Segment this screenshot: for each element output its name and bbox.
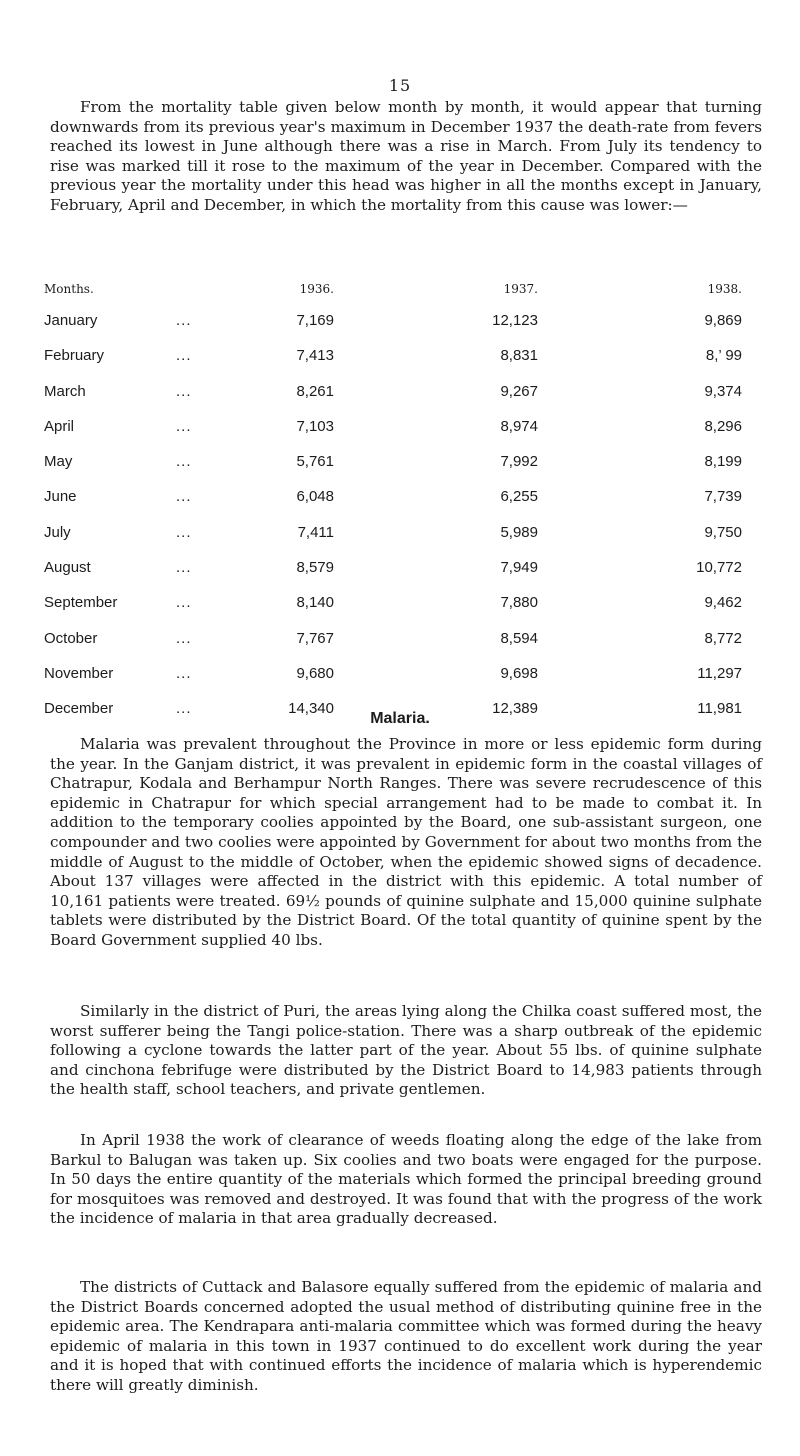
month-cell: June <box>44 488 77 506</box>
value-1938-cell: 7,739 <box>704 488 742 506</box>
malaria-paragraph-3: In April 1938 the work of clearance of weeds floating along the edge of the lake from Barkul to Balugan was taken up. Six coolies and two boats were engaged for the purpose. In 50 days the entire quantity of the materials which formed the principal breeding ground for mosquitoes was removed and destroyed. It was found that with the progress of the work the incidence of malaria in that area gradually decreased. <box>50 1131 762 1228</box>
value-1937-cell: 12,389 <box>492 700 538 718</box>
value-1936-cell: 6,048 <box>296 488 334 506</box>
table-row <box>44 312 760 347</box>
month-cell: September <box>44 594 118 612</box>
value-1936-cell: 7,411 <box>297 523 334 541</box>
leader-dots: ... <box>176 700 192 718</box>
value-1938-cell: 9,462 <box>704 594 742 612</box>
month-cell: October <box>44 629 98 647</box>
leader-dots: ... <box>176 453 192 471</box>
mortality-table <box>44 282 760 736</box>
value-1937-cell: 8,594 <box>500 629 538 647</box>
value-1936-cell: 7,103 <box>296 417 334 435</box>
value-1937-cell: 8,974 <box>500 417 538 435</box>
header-1938: 1938. <box>707 282 742 296</box>
table-header <box>44 282 760 312</box>
value-1938-cell: 11,297 <box>697 664 742 682</box>
table-row <box>44 418 760 453</box>
value-1938-cell: 9,374 <box>704 382 742 400</box>
month-cell: May <box>44 453 73 471</box>
month-cell: July <box>44 523 71 541</box>
malaria-paragraph-1: Malaria was prevalent throughout the Province in more or less epidemic form during the year. In the Ganjam district, it was prevalent in epidemic form in the coastal villages of Chatrapur, Kodala and Berhampur North Ranges. There was severe recrudescence of this epidemic in Chatrapur for which special arrangement had to be made to combat it. In addition to the temporary coolies appointed by the Board, one sub-assistant surgeon, one compounder and two coolies were appointed by Government for about two months from the middle of August to the middle of October, when the epidemic showed signs of decadence. About 137 villages were affected in the district with this epidemic. A total number of 10,161 patients were treated. 69½ pounds of quinine sulphate and 15,000 quinine sulphate tablets were distributed by the District Board. Of the total quantity of quinine spent by the Board Government supplied 40 lbs. <box>50 735 762 949</box>
value-1937-cell: 12,123 <box>492 312 538 329</box>
leader-dots: ... <box>176 559 192 577</box>
table-row <box>44 488 760 523</box>
value-1938-cell: 9,750 <box>704 523 742 541</box>
value-1937-cell: 6,255 <box>500 488 538 506</box>
table-row <box>44 453 760 488</box>
leader-dots: ... <box>176 312 192 329</box>
value-1937-cell: 8,831 <box>500 347 538 365</box>
value-1937-cell: 7,880 <box>500 594 538 612</box>
month-cell: February <box>44 347 105 365</box>
value-1938-cell: 8,199 <box>704 453 742 471</box>
table-row <box>44 559 760 594</box>
leader-dots: ... <box>176 594 192 612</box>
section-title: Malaria. <box>370 710 430 727</box>
table-row <box>44 347 760 382</box>
value-1936-cell: 7,169 <box>296 312 334 329</box>
table-row <box>44 630 760 665</box>
value-1936-cell: 8,261 <box>296 382 334 400</box>
value-1938-cell: 8,’ 99 <box>705 347 742 365</box>
leader-dots: ... <box>176 488 192 506</box>
value-1937-cell: 5,989 <box>500 523 538 541</box>
value-1936-cell: 9,680 <box>296 664 334 682</box>
leader-dots: ... <box>176 347 192 365</box>
month-cell: August <box>44 559 91 577</box>
table-row <box>44 524 760 559</box>
table-row <box>44 665 760 700</box>
value-1938-cell: 11,981 <box>697 700 742 718</box>
table-body <box>44 312 760 736</box>
leader-dots: ... <box>176 629 192 647</box>
value-1937-cell: 9,267 <box>500 382 538 400</box>
value-1936-cell: 5,761 <box>296 453 334 471</box>
table-row <box>44 383 760 418</box>
leader-dots: ... <box>176 664 192 682</box>
value-1938-cell: 9,869 <box>704 312 742 329</box>
month-cell: March <box>44 382 86 400</box>
value-1936-cell: 7,413 <box>296 347 334 365</box>
month-cell: December <box>44 700 114 718</box>
malaria-paragraph-4: The districts of Cuttack and Balasore equally suffered from the epidemic of malaria and the District Boards concerned adopted the usual method of distributing quinine free in the epidemic area. The Kendrapara anti-malaria committee which was formed during the heavy epidemic of malaria in this town in 1937 continued to do excellent work during the year and it is hoped that with continued efforts the incidence of malaria which is hyperendemic there will greatly diminish. <box>50 1278 762 1394</box>
intro-paragraph: From the mortality table given below month by month, it would appear that turning downwards from its previous year's maximum in December 1937 the death-rate from fevers reached its lowest in June although there was a rise in March. From July its tendency to rise was marked till it rose to the maximum of the year in December. Compared with the previous year the mortality under this head was higher in all the months except in January, February, April and December, in which the mortality from this cause was lower:— <box>50 98 762 214</box>
malaria-paragraph-2: Similarly in the district of Puri, the areas lying along the Chilka coast suffered most, the worst sufferer being the Tangi police-station. There was a sharp outbreak of the epidemic following a cyclone towards the latter part of the year. About 55 lbs. of quinine sulphate and cinchona febrifuge were distributed by the District Board to 14,983 patients through the health staff, school teachers, and private gentlemen. <box>50 1002 762 1099</box>
value-1938-cell: 8,296 <box>704 417 742 435</box>
value-1937-cell: 7,949 <box>500 559 538 577</box>
leader-dots: ... <box>176 382 192 400</box>
value-1936-cell: 7,767 <box>296 629 334 647</box>
value-1938-cell: 8,772 <box>704 629 742 647</box>
header-1937: 1937. <box>503 282 538 296</box>
month-cell: November <box>44 664 114 682</box>
table-row <box>44 594 760 629</box>
value-1936-cell: 14,340 <box>288 700 334 718</box>
month-cell: April <box>44 417 75 435</box>
value-1937-cell: 7,992 <box>500 453 538 471</box>
value-1938-cell: 10,772 <box>696 559 742 577</box>
leader-dots: ... <box>176 417 192 435</box>
value-1937-cell: 9,698 <box>500 664 538 682</box>
value-1936-cell: 8,140 <box>296 594 334 612</box>
value-1936-cell: 8,579 <box>296 559 334 577</box>
header-1936: 1936. <box>299 282 334 296</box>
leader-dots: ... <box>176 523 192 541</box>
page-number: 15 <box>388 76 412 95</box>
header-months: Months. <box>44 282 94 296</box>
month-cell: January <box>44 312 98 329</box>
